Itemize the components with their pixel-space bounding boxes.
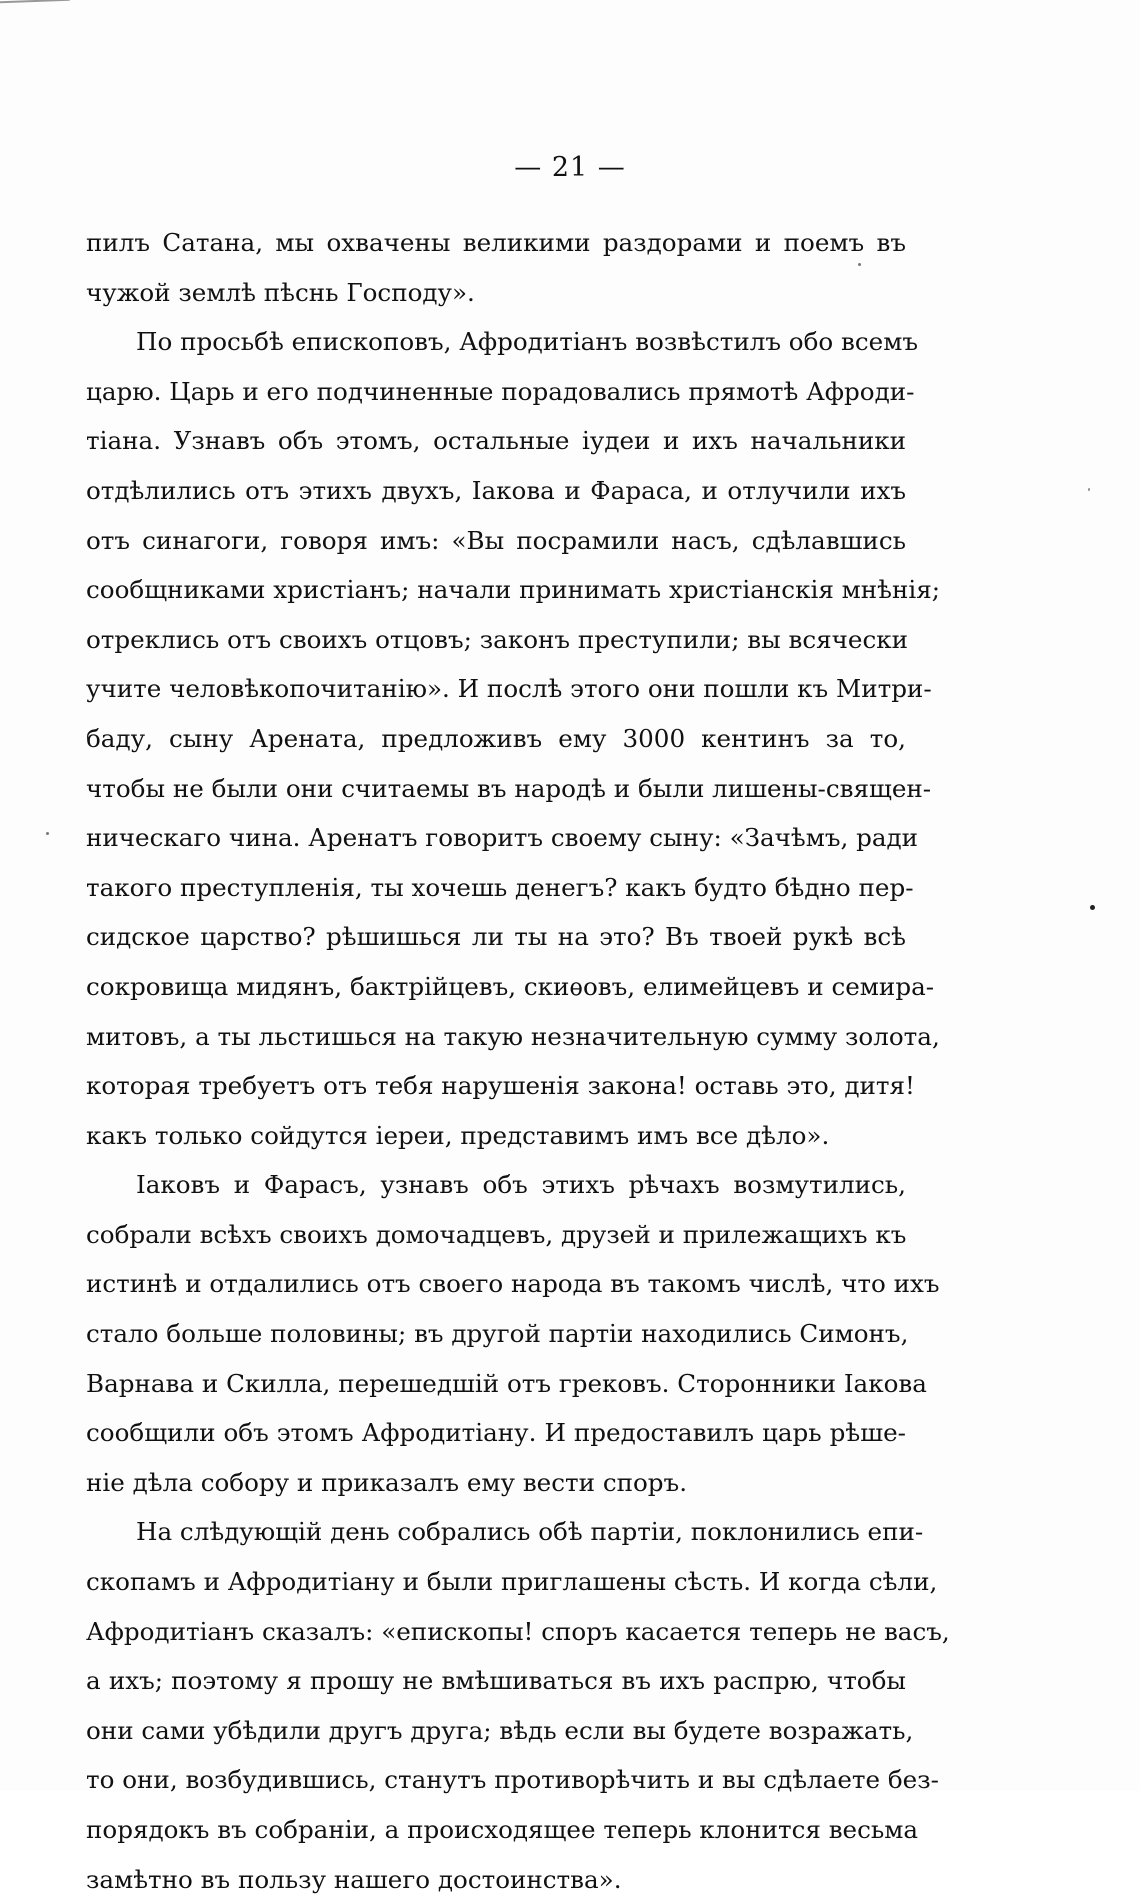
text-line: Іаковъ и Фарасъ, узнавъ объ этихъ рѣчахъ возмутились,: [136, 1170, 906, 1200]
text-line: Варнава и Скилла, перешедшій отъ грековъ. Сторонники Іакова: [86, 1368, 927, 1398]
text-line: сообщили объ этомъ Афродитіану. И предоставилъ царь рѣше-: [86, 1418, 906, 1448]
text-line: отдѣлились отъ этихъ двухъ, Іакова и Фараса, и отлучили ихъ: [86, 475, 906, 505]
text-line: чтобы не были они считаемы въ народѣ и были лишены-священ-: [86, 773, 932, 803]
text-line: баду, сыну Арената, предложивъ ему 3000 кентинъ за то,: [86, 723, 906, 753]
text-line: замѣтно въ пользу нашего достоинства».: [86, 1864, 622, 1894]
text-line: Афродитіанъ сказалъ: «епископы! споръ касается теперь не васъ,: [86, 1616, 950, 1646]
scan-corner-mark: [0, 0, 70, 17]
text-line: ніе дѣла собору и приказалъ ему вести споръ.: [86, 1467, 688, 1497]
text-line: чужой землѣ пѣснь Господу».: [86, 277, 475, 307]
text-line: учите человѣкопочитанію». И послѣ этого они пошли къ Митри-: [86, 674, 932, 704]
body-text: [86, 218, 950, 1904]
text-line: собрали всѣхъ своихъ домочадцевъ, друзей и прилежащихъ къ: [86, 1219, 907, 1249]
text-line: истинѣ и отдалились отъ своего народа въ такомъ числѣ, что ихъ: [86, 1269, 940, 1299]
text-line: сообщниками христіанъ; начали принимать христіанскія мнѣнія;: [86, 575, 941, 605]
text-line: сокровища мидянъ, бактрійцевъ, скиѳовъ, елимейцевъ и семира-: [86, 971, 935, 1001]
text-line: порядокъ въ собраніи, а происходящее теперь клонится весьма: [86, 1815, 919, 1844]
text-line: По просьбѣ епископовъ, Афродитіанъ возвѣстилъ обо всемъ: [136, 327, 918, 357]
text-line: пилъ Сатана, мы охвачены великими раздорами и поемъ въ: [86, 228, 906, 257]
text-line: которая требуетъ отъ тебя нарушенія закона! оставь это, дитя!: [86, 1071, 915, 1101]
text-line: отъ синагоги, говоря имъ: «Вы посрамили насъ, сдѣлавшись: [86, 525, 906, 555]
page-number: — 21 —: [514, 152, 626, 183]
text-line: митовъ, а ты льстишься на такую незначительную сумму золота,: [86, 1021, 940, 1051]
text-line: какъ только сойдутся іереи, представимъ имъ все дѣло».: [86, 1120, 830, 1150]
text-line: то они, возбудившись, станутъ противорѣчить и вы сдѣлаете без-: [86, 1765, 939, 1795]
text-line: скопамъ и Афродитіану и были приглашены сѣсть. И когда сѣли,: [86, 1567, 938, 1597]
text-line: сидское царство? рѣшишься ли ты на это? Въ твоей рукѣ всѣ: [86, 922, 906, 952]
text-line: На слѣдующій день собрались обѣ партіи, поклонились епи-: [136, 1517, 924, 1547]
text-line: стало больше половины; въ другой партіи находились Симонъ,: [86, 1319, 909, 1349]
text-line: ническаго чина. Аренатъ говоритъ своему сыну: «Зачѣмъ, ради: [86, 823, 919, 853]
scan-speck: [1090, 905, 1095, 910]
text-line: они сами убѣдили другъ друга; вѣдь если вы будете возражать,: [86, 1715, 914, 1745]
text-line: отреклись отъ своихъ отцовъ; законъ преступили; вы всячески: [86, 624, 909, 654]
text-line: а ихъ; поэтому я прошу не вмѣшиваться въ ихъ распрю, чтобы: [86, 1666, 906, 1696]
text-line: царю. Царь и его подчиненные порадовались прямотѣ Афроди-: [86, 376, 915, 406]
text-line: такого преступленія, ты хочешь денегъ? какъ будто бѣдно пер-: [86, 872, 914, 902]
scan-speck: [46, 832, 49, 835]
scan-speck: [1088, 488, 1090, 491]
scan-speck: [858, 263, 861, 266]
text-line: тіана. Узнавъ объ этомъ, остальные іудеи и ихъ начальники: [86, 426, 906, 456]
